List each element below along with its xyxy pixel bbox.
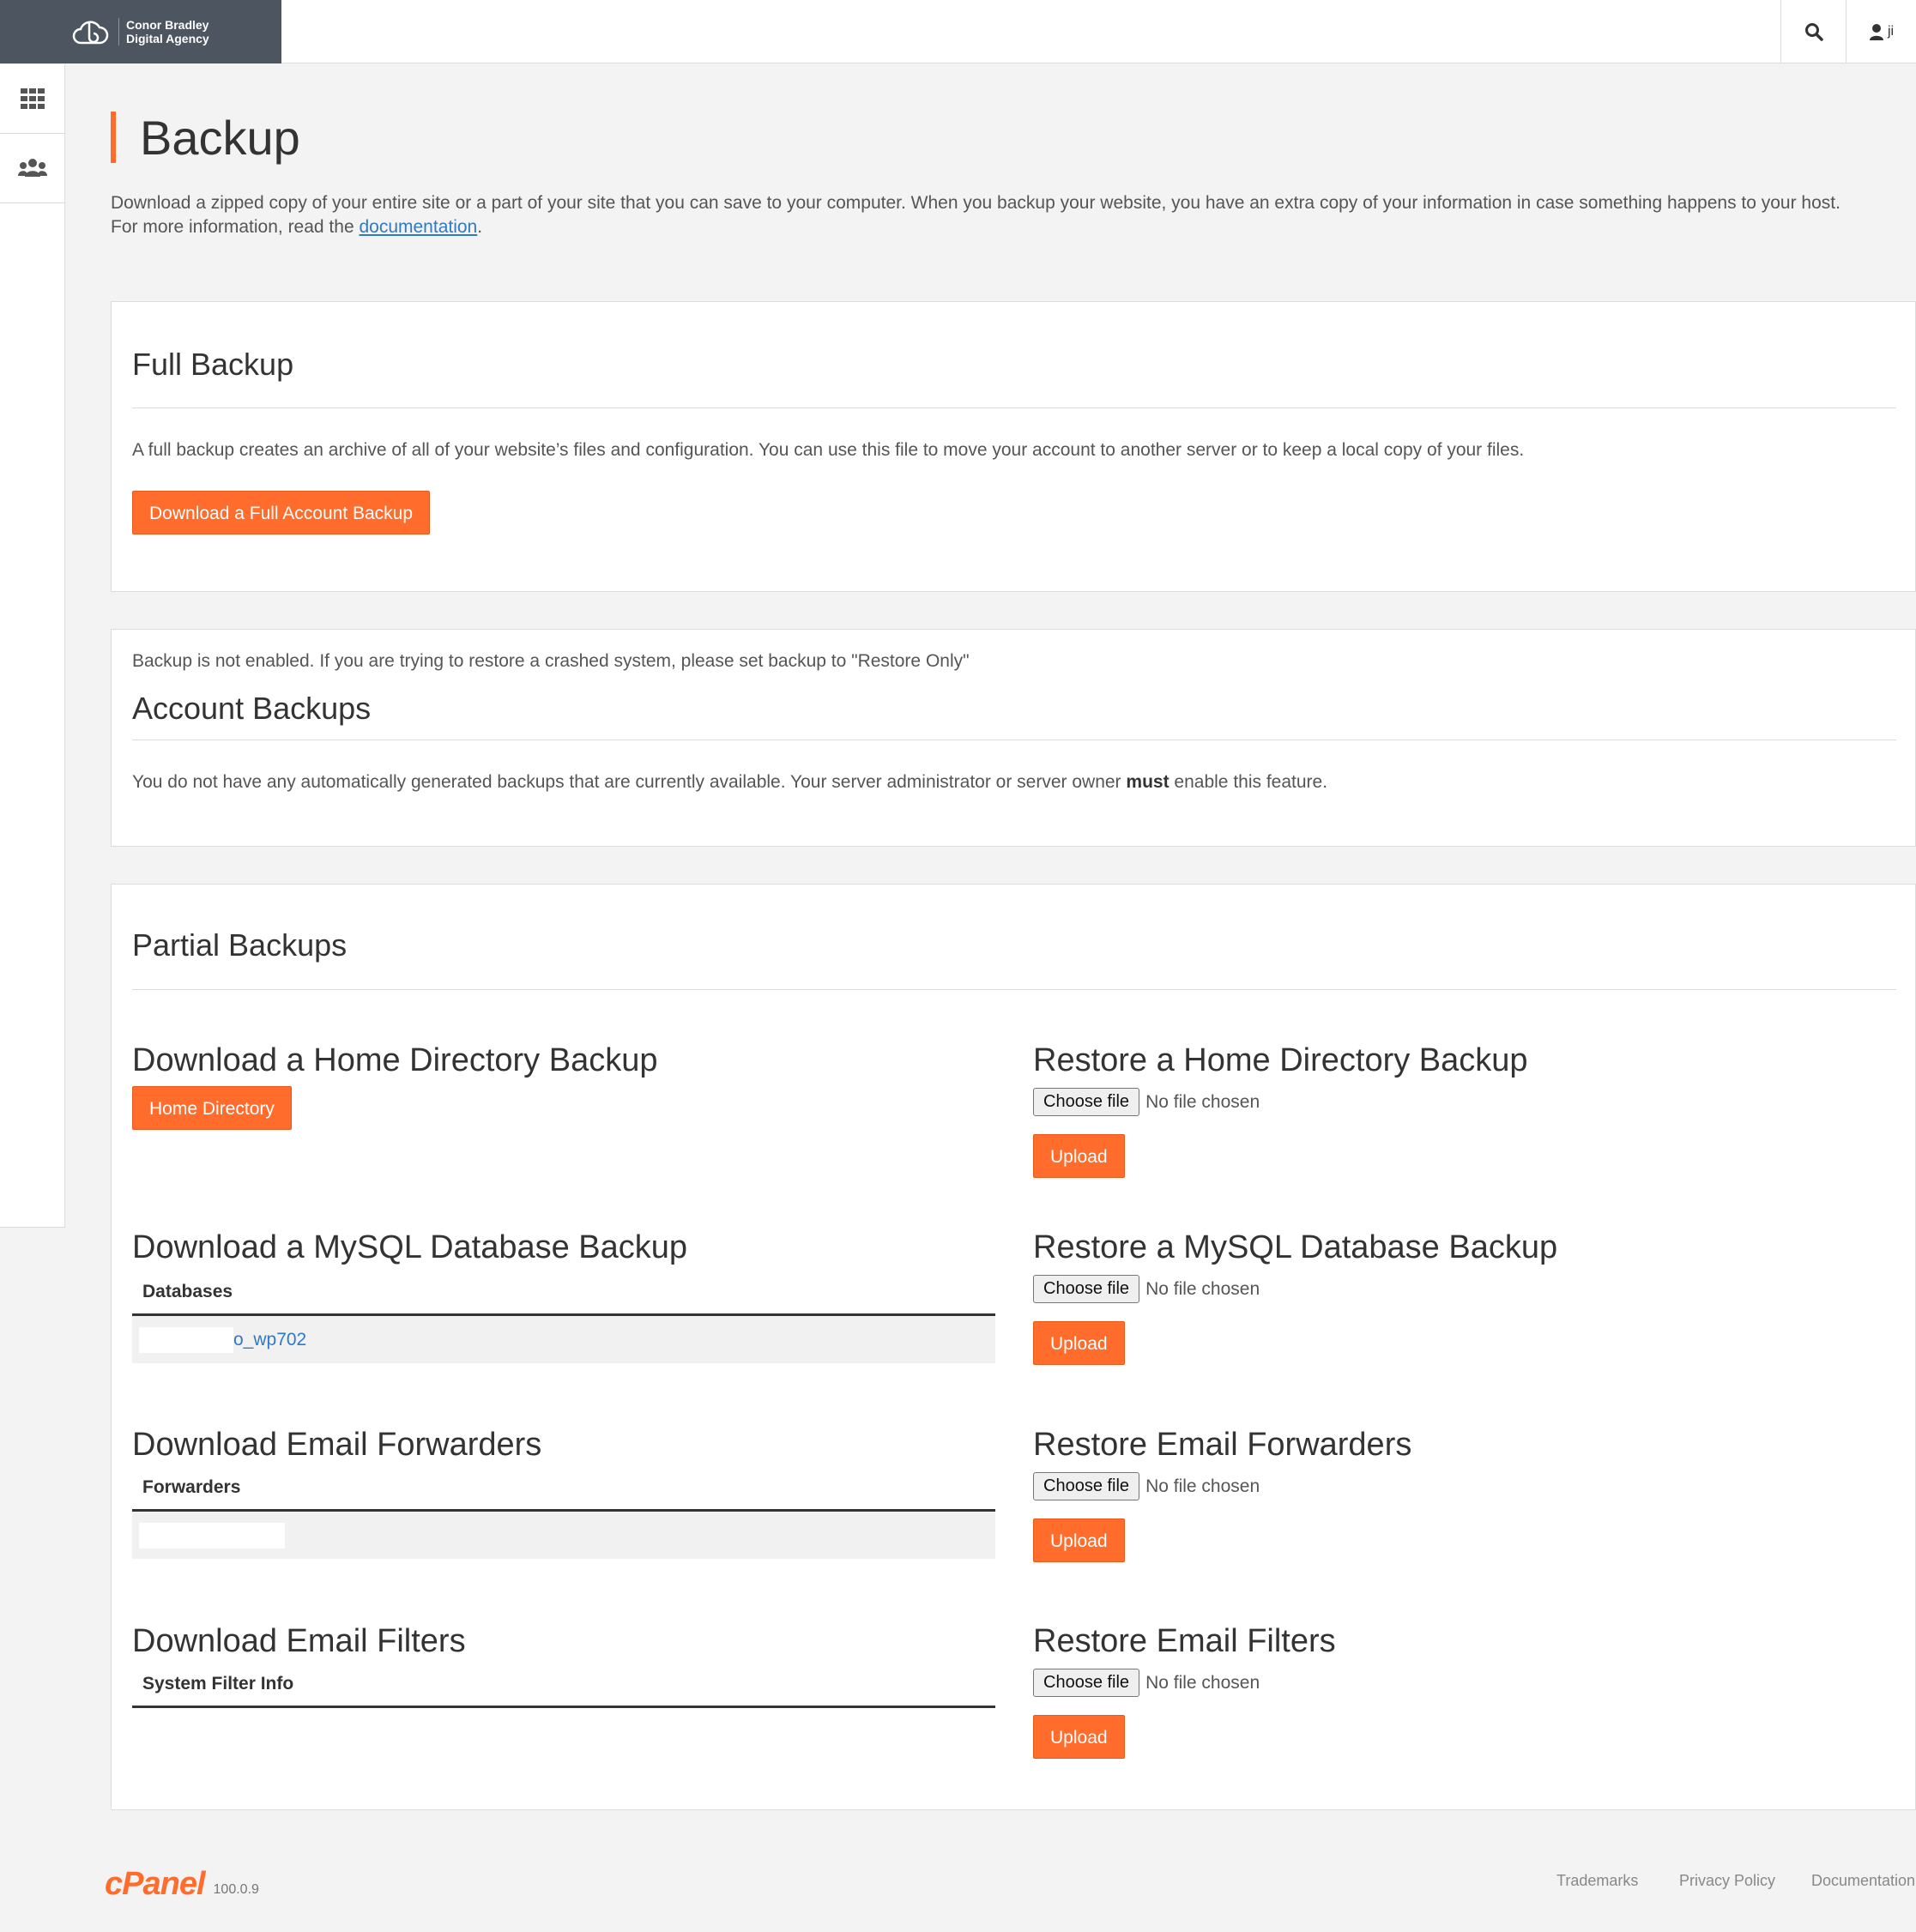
file-status: No file chosen bbox=[1145, 1476, 1260, 1496]
brand-line-1: Conor Bradley bbox=[126, 18, 209, 32]
choose-file-button[interactable]: Choose file bbox=[1033, 1669, 1139, 1697]
download-full-backup-button[interactable]: Download a Full Account Backup bbox=[132, 491, 430, 534]
home-download-title: Download a Home Directory Backup bbox=[132, 1042, 658, 1078]
account-backups-title: Account Backups bbox=[132, 691, 372, 726]
databases-table-header: Databases bbox=[132, 1280, 995, 1316]
page-header bbox=[111, 112, 1916, 163]
documentation-link[interactable]: documentation bbox=[359, 217, 478, 237]
page-title: Backup bbox=[140, 111, 300, 165]
user-menu-button[interactable] bbox=[1846, 0, 1916, 63]
intro-more-text: For more information, read the bbox=[111, 217, 354, 237]
cpanel-logo: cPanel bbox=[105, 1866, 205, 1902]
backup-notice: Backup is not enabled. If you are trying to restore a crashed system, please set backup to "Restore Only" bbox=[132, 651, 970, 671]
users-icon bbox=[18, 158, 47, 178]
choose-file-button[interactable]: Choose file bbox=[1033, 1472, 1139, 1500]
cloud-logo-icon bbox=[70, 17, 110, 46]
home-restore-title: Restore a Home Directory Backup bbox=[1033, 1042, 1528, 1078]
home-directory-button[interactable]: Home Directory bbox=[132, 1086, 292, 1130]
footer-link-privacy[interactable]: Privacy Policy bbox=[1679, 1872, 1776, 1889]
forwarders-upload-button[interactable]: Upload bbox=[1033, 1518, 1125, 1562]
message-text: You do not have any automatically generated backups that are currently available. Your server administrator or server owner bbox=[132, 772, 1121, 792]
mysql-download-title: Download a MySQL Database Backup bbox=[132, 1229, 688, 1265]
forwarders-restore-title: Restore Email Forwarders bbox=[1033, 1427, 1412, 1463]
home-upload-button[interactable]: Upload bbox=[1033, 1134, 1125, 1178]
user-label: ji bbox=[1887, 24, 1895, 39]
table-row bbox=[132, 1512, 995, 1559]
account-backups-panel bbox=[111, 629, 1916, 847]
database-download-link[interactable]: o_wp702 bbox=[233, 1329, 307, 1349]
file-status: No file chosen bbox=[1145, 1091, 1260, 1112]
brand-line-2: Digital Agency bbox=[126, 32, 209, 45]
footer-link-documentation[interactable]: Documentation bbox=[1811, 1872, 1916, 1889]
footer-link-trademarks[interactable]: Trademarks bbox=[1556, 1872, 1639, 1889]
title-accent-bar bbox=[111, 112, 116, 163]
forwarders-download-title: Download Email Forwarders bbox=[132, 1427, 542, 1463]
top-bar bbox=[0, 0, 1916, 63]
message-bold: must bbox=[1126, 772, 1170, 792]
search-icon bbox=[1804, 22, 1823, 41]
footer-logo[interactable] bbox=[105, 1866, 259, 1903]
user-icon bbox=[1869, 23, 1884, 40]
filters-upload-button[interactable]: Upload bbox=[1033, 1715, 1125, 1759]
file-status: No file chosen bbox=[1145, 1672, 1260, 1693]
search-button[interactable] bbox=[1780, 0, 1846, 63]
partial-backups-panel bbox=[111, 884, 1916, 1810]
grid-icon bbox=[21, 88, 45, 109]
mysql-upload-button[interactable]: Upload bbox=[1033, 1321, 1125, 1365]
mysql-restore-title: Restore a MySQL Database Backup bbox=[1033, 1229, 1558, 1265]
choose-file-button[interactable]: Choose file bbox=[1033, 1088, 1139, 1116]
forwarders-file-input[interactable] bbox=[1033, 1472, 1411, 1500]
intro-text: Download a zipped copy of your entire site or a part of your site that you can save to your computer. When you backup your website, you have an extra copy of your information in case something happens to your host. bbox=[111, 193, 1840, 213]
version-label: 100.0.9 bbox=[213, 1882, 259, 1897]
choose-file-button[interactable]: Choose file bbox=[1033, 1275, 1139, 1303]
page-intro bbox=[111, 191, 1916, 239]
account-backups-message bbox=[132, 772, 1895, 793]
table-row bbox=[132, 1316, 995, 1363]
divider bbox=[132, 989, 1896, 990]
main-content bbox=[111, 64, 1916, 1748]
forwarder-download-link[interactable] bbox=[139, 1523, 285, 1549]
sidebar bbox=[0, 64, 65, 1228]
redacted-mask bbox=[139, 1327, 233, 1353]
full-backup-panel bbox=[111, 301, 1916, 592]
full-backup-description: A full backup creates an archive of all of your website’s files and configuration. You can use this file to move your account to another server or to keep a local copy of your files. bbox=[132, 440, 1525, 460]
mysql-file-input[interactable] bbox=[1033, 1275, 1557, 1303]
forwarders-table-header: Forwarders bbox=[132, 1476, 995, 1512]
sidebar-item-users[interactable] bbox=[0, 134, 64, 203]
filters-file-input[interactable] bbox=[1033, 1669, 1336, 1697]
filters-table-header: System Filter Info bbox=[132, 1672, 995, 1708]
intro-period: . bbox=[477, 217, 483, 237]
message-text-end: enable this feature. bbox=[1174, 772, 1328, 792]
brand-logo-block[interactable] bbox=[0, 0, 281, 63]
sidebar-item-tools[interactable] bbox=[0, 64, 64, 134]
partial-backups-title: Partial Backups bbox=[132, 927, 348, 963]
brand-name bbox=[118, 18, 209, 45]
full-backup-title: Full Backup bbox=[132, 347, 294, 382]
filters-download-title: Download Email Filters bbox=[132, 1623, 466, 1659]
home-file-input[interactable] bbox=[1033, 1088, 1528, 1116]
file-status: No file chosen bbox=[1145, 1278, 1260, 1299]
filters-restore-title: Restore Email Filters bbox=[1033, 1623, 1336, 1659]
